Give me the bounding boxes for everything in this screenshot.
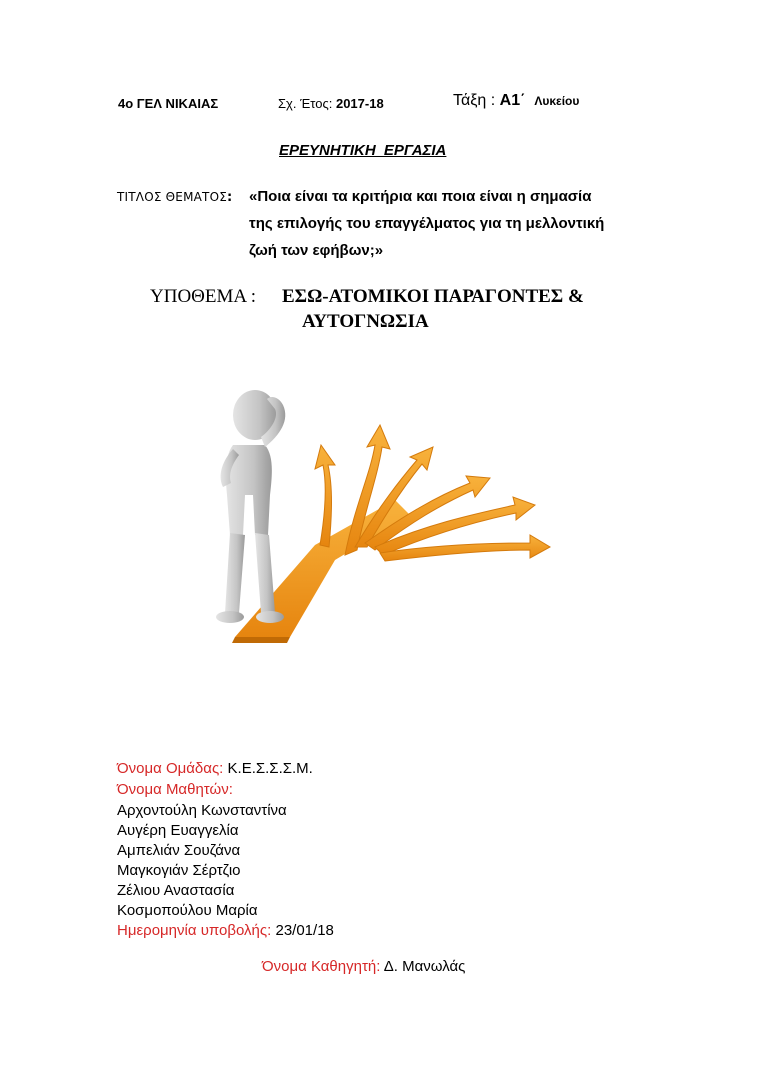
teacher <box>262 958 465 975</box>
topic-label-text: ΤΙΤΛΟΣ ΘΕΜΑΤΟΣ <box>117 190 227 204</box>
student-name: Αρχοντούλη Κωνσταντίνα <box>117 802 287 819</box>
topic-line: «Ποια είναι τα κριτήρια και ποια είναι η σημασία <box>249 188 592 205</box>
arrows-group <box>315 425 550 561</box>
person-leg-left <box>225 533 245 613</box>
school-year <box>278 96 384 111</box>
teacher-value: Δ. Μανωλάς <box>383 958 466 975</box>
subtopic-line-2: ΑΥΤΟΓΝΩΣΙΑ <box>302 311 429 332</box>
submission-date-value: 23/01/18 <box>275 922 334 939</box>
student-name: Κοσμοπούλου Μαρία <box>117 902 258 919</box>
school-name: 4ο ΓΕΛ ΝΙΚΑΙΑΣ <box>118 96 219 111</box>
school-year-label: Σχ. Έτος: <box>278 96 333 111</box>
subtopic <box>150 284 630 336</box>
thinking-person <box>216 390 285 623</box>
submission-date-label: Ημερομηνία υποβολής: <box>117 922 272 939</box>
crossroads-thinking-person-icon <box>195 375 575 675</box>
team-name-label: Όνομα Ομάδας: <box>117 760 224 777</box>
class-value: Α1΄ <box>499 92 526 109</box>
student-name: Ζέλιου Αναστασία <box>117 882 235 899</box>
person-foot-left <box>216 611 244 623</box>
student-name: Μαγκογιάν Σέρτζιο <box>117 862 241 879</box>
topic-label <box>117 190 232 205</box>
arrow-left-up <box>315 445 335 547</box>
team-name-value: Κ.Ε.Σ.Σ.Σ.Μ. <box>227 760 313 777</box>
class-info <box>453 92 579 110</box>
subtopic-label: ΥΠΟΘΕΜΑ : <box>150 286 257 307</box>
topic-line: ζωή των εφήβων;» <box>249 242 384 259</box>
student-name: Αμπελιάν Σουζάνα <box>117 842 241 859</box>
teacher-label: Όνομα Καθηγητή: <box>262 958 381 975</box>
students-label: Όνομα Μαθητών: <box>117 781 233 798</box>
person-leg-right <box>255 533 275 613</box>
student-name: Αυγέρη Ευαγγελία <box>117 822 239 839</box>
person-foot-right <box>256 611 284 623</box>
topic-line: της επιλογής του επαγγέλματος για τη μελλοντική <box>249 215 605 232</box>
path-base-edge <box>232 637 290 643</box>
class-suffix: Λυκείου <box>534 94 580 108</box>
topic-text <box>249 183 604 264</box>
school-year-value: 2017-18 <box>335 96 384 111</box>
page-title: ΕΡΕΥΝΗΤΙΚΗ ΕΡΓΑΣΙΑ <box>279 142 447 159</box>
team-name <box>117 759 313 778</box>
submission-date <box>117 921 334 940</box>
subtopic-line-1: ΕΣΩ-ΑΤΟΜΙΚΟΙ ΠΑΡΑΓΟΝΤΕΣ & <box>282 286 584 307</box>
class-label: Τάξη : <box>453 92 496 109</box>
topic-label-colon: : <box>227 190 233 205</box>
